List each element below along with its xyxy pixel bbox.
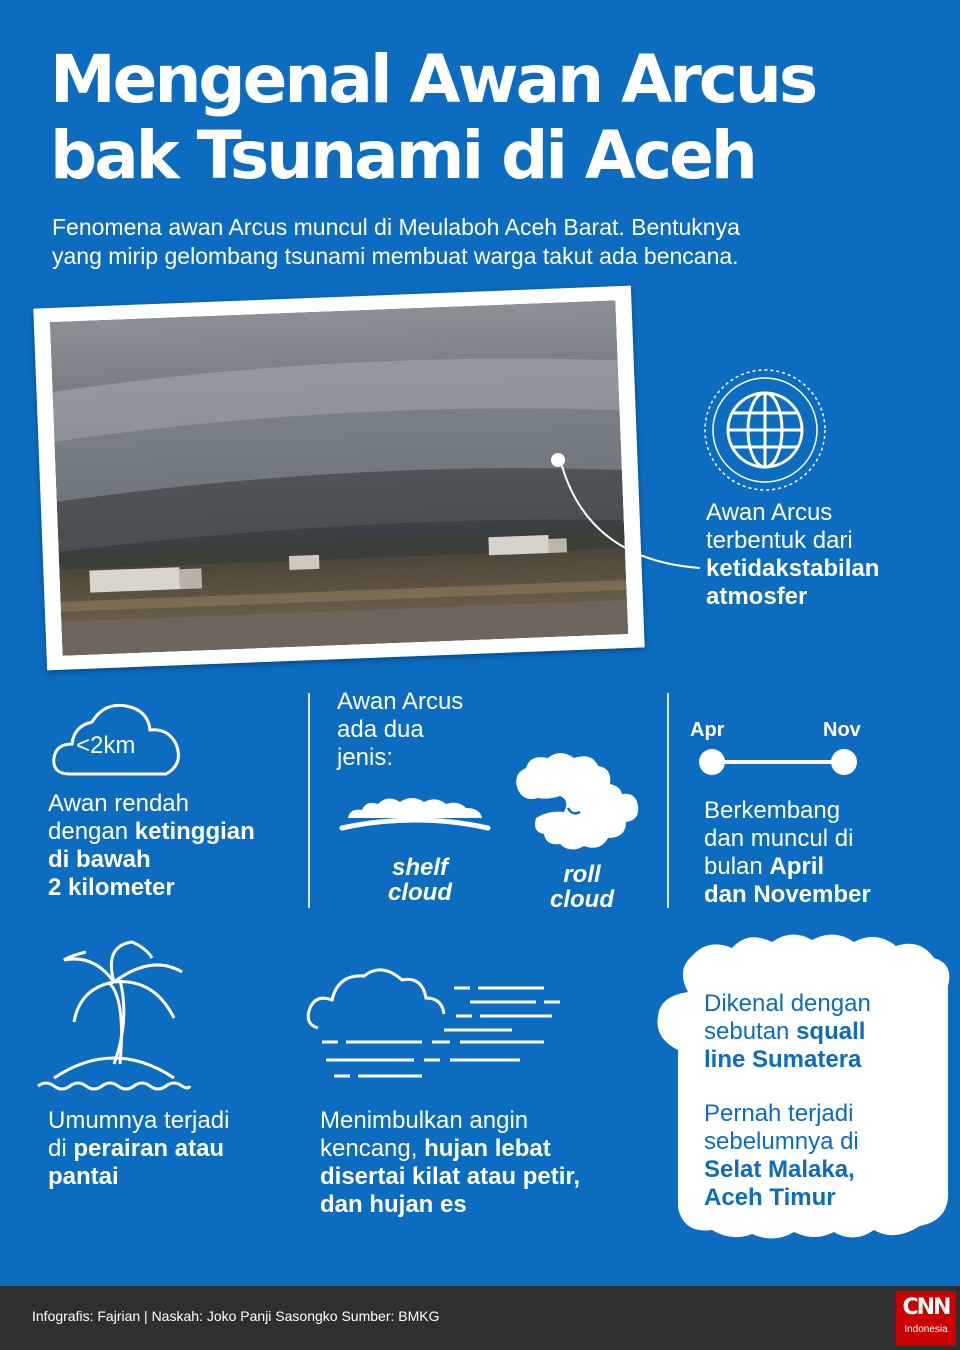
height-text: Awan rendah dengan ketinggian di bawah 2 kilometer	[48, 790, 255, 901]
start-month-label: Apr	[690, 719, 725, 741]
cloud-height-label: <2km	[76, 732, 136, 759]
effects-text: Menimbulkan angin kencang, hujan lebat disertai kilat atau petir, dan hujan es	[320, 1107, 581, 1218]
season-text: Berkembang dan muncul di bulan April dan November	[704, 797, 871, 908]
formation-text: Awan Arcus terbentuk dari ketidakstabilan atmosfer	[706, 499, 880, 610]
divider-2	[667, 693, 669, 908]
callout-line	[540, 450, 710, 580]
divider-1	[308, 693, 310, 908]
shelf-cloud-label: shelf cloud	[388, 854, 452, 906]
roll-cloud-label: roll cloud	[550, 861, 614, 913]
end-month-label: Nov	[823, 719, 861, 741]
location-text: Umumnya terjadi di perairan atau pantai	[48, 1107, 230, 1190]
cnn-indonesia-logo: CNN Indonesia	[896, 1291, 956, 1346]
palm-island-icon	[34, 938, 194, 1093]
history-text: Pernah terjadi sebelumnya di Selat Malaka, Aceh Timur	[704, 1100, 859, 1211]
globe-icon	[700, 365, 830, 495]
types-text: Awan Arcus ada dua jenis:	[337, 688, 464, 771]
credits: Infografis: Fajrian | Naskah: Joko Panji Sasongko Sumber: BMKG	[32, 1308, 440, 1324]
shelf-cloud-icon	[338, 790, 493, 840]
wind-cloud-icon	[304, 960, 564, 1085]
roll-cloud-icon	[508, 750, 643, 855]
timeline	[696, 746, 862, 778]
page-subtitle: Fenomena awan Arcus muncul di Meulaboh Aceh Barat. Bentuknya yang mirip gelombang tsunami membuat warga takut ada bencana.	[52, 214, 740, 269]
page-title: Mengenal Awan Arcus bak Tsunami di Aceh	[50, 41, 816, 194]
squall-text: Dikenal dengan sebutan squall line Sumatera	[704, 990, 871, 1073]
